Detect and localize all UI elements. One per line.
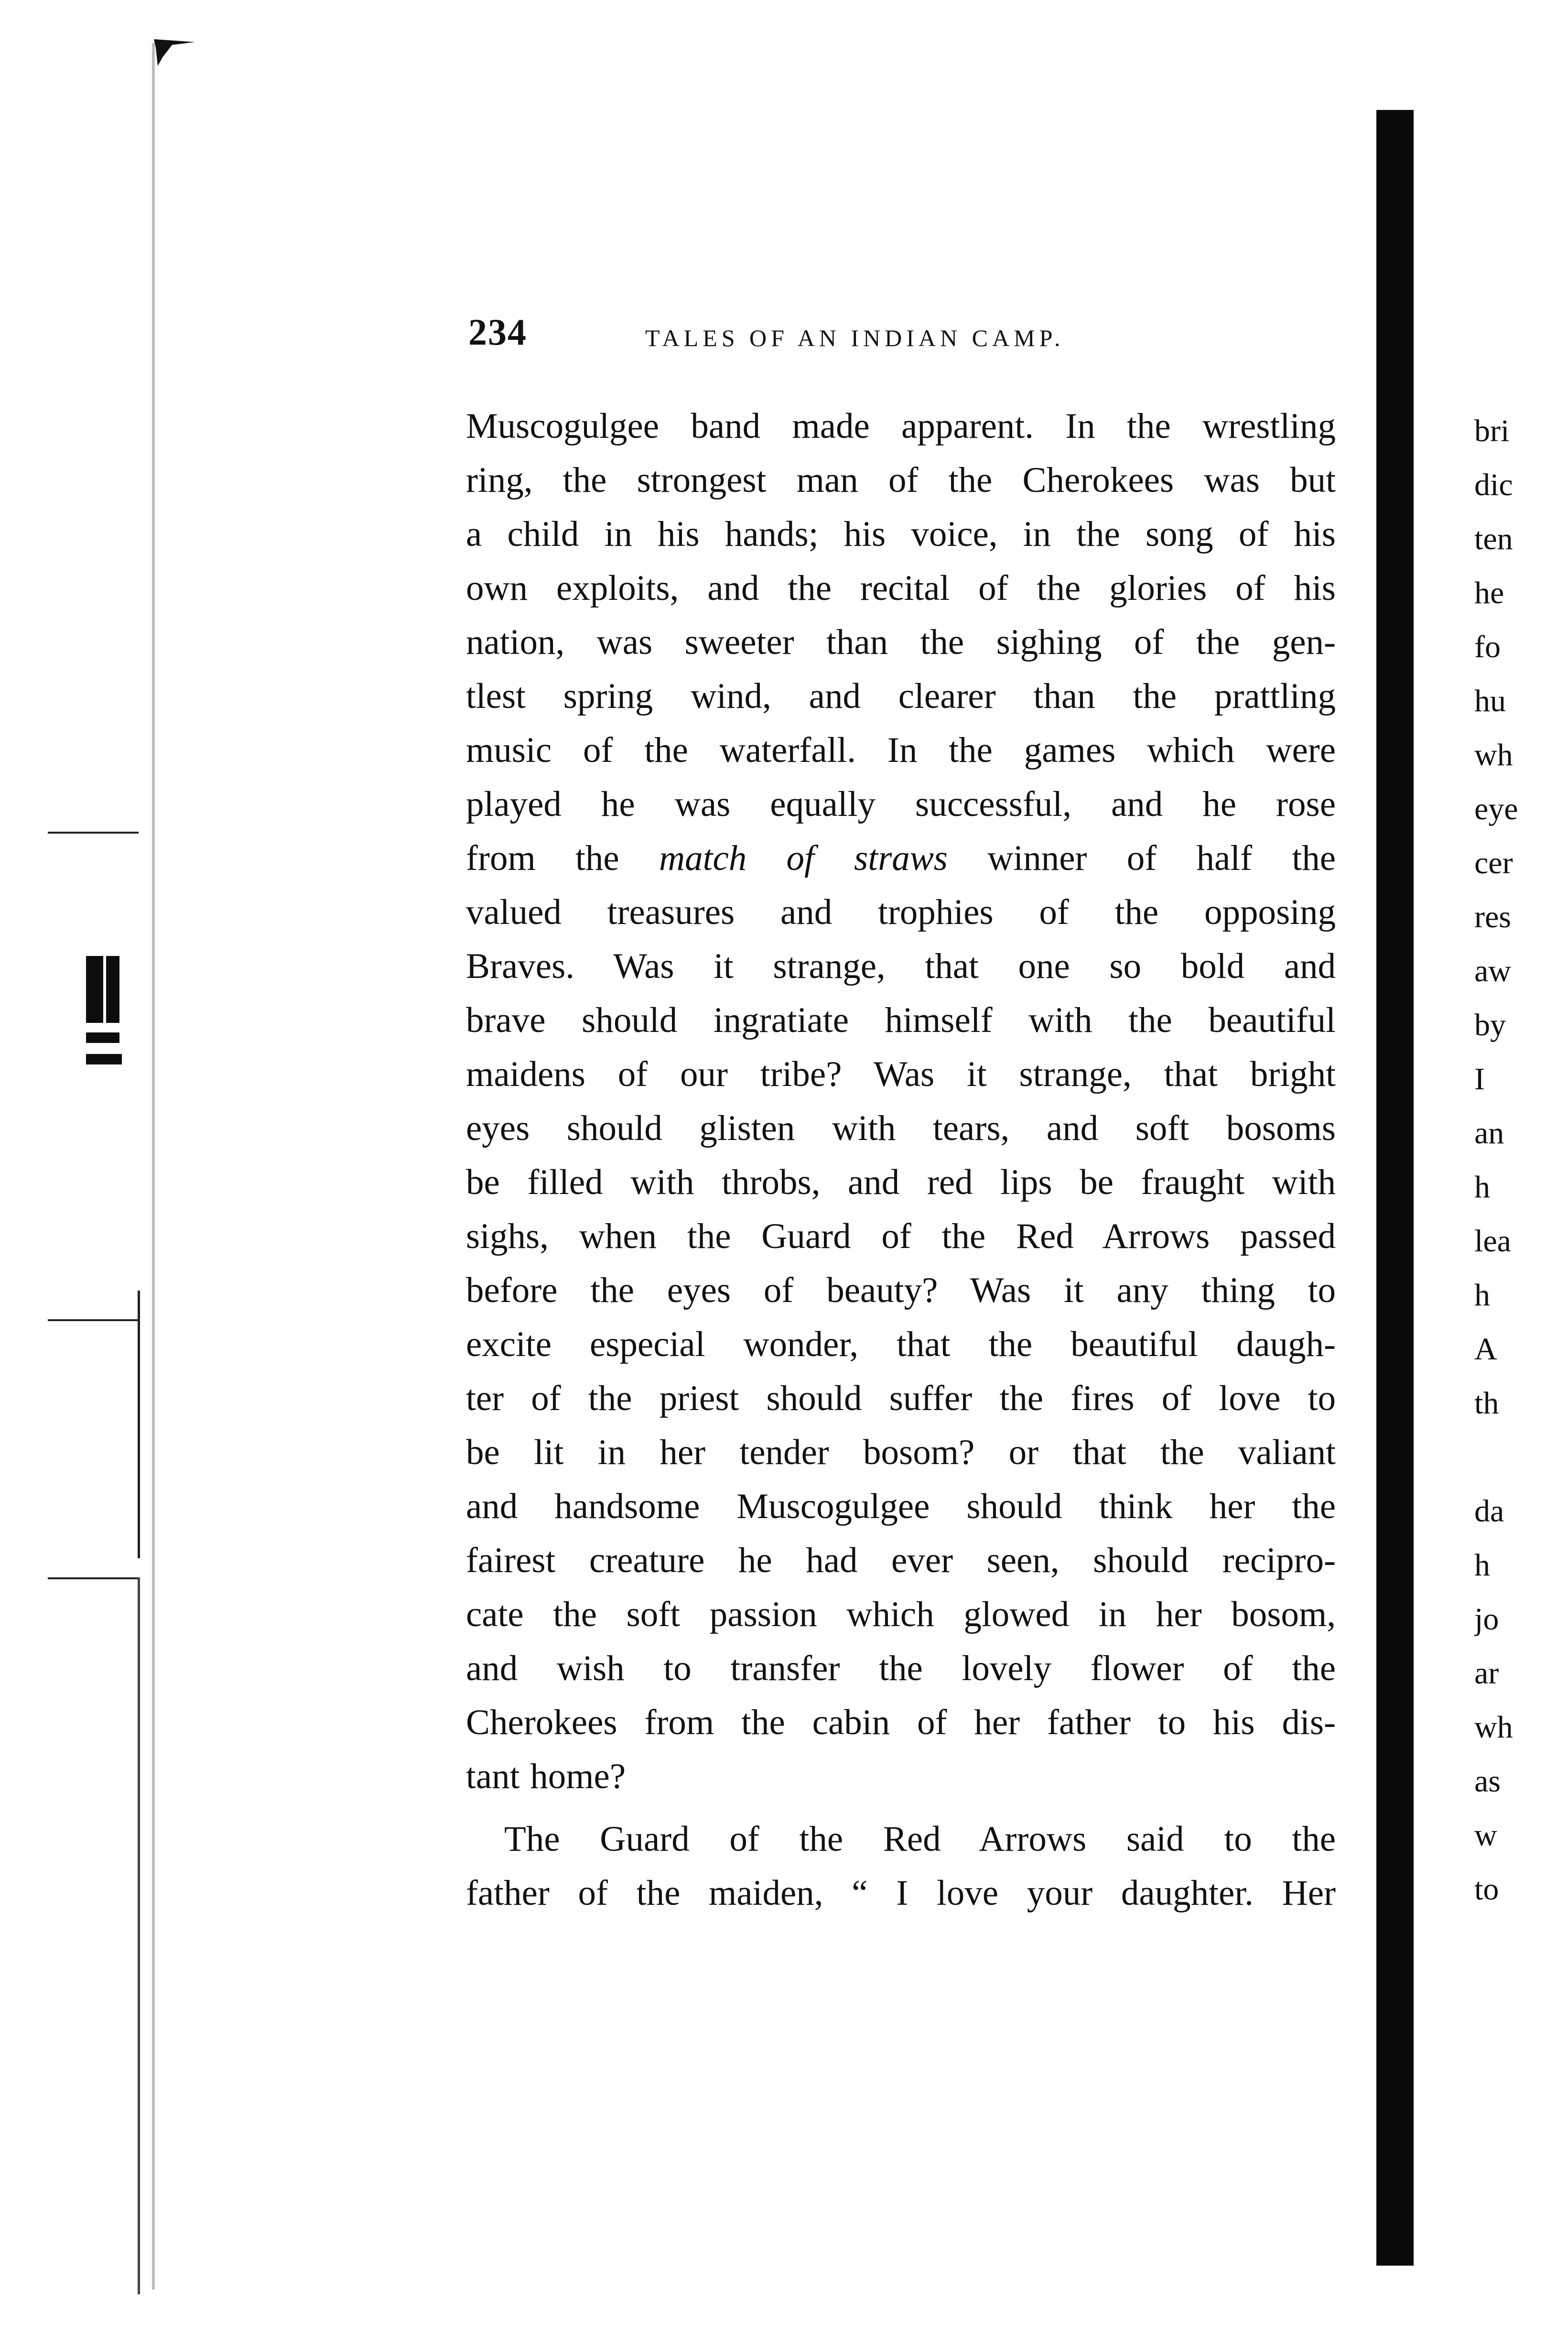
edge-tick — [48, 1577, 139, 1579]
text-line — [466, 831, 1336, 885]
text-line: Cherokees from the cabin of her father to his dis- — [466, 1703, 1336, 1742]
fragment-line: eye — [1474, 792, 1518, 826]
text-line: maidens of our tribe? Was it strange, that bright — [466, 1054, 1336, 1094]
fragment-line: dic — [1474, 467, 1513, 502]
edge-tick — [48, 1319, 139, 1321]
text-line: music of the waterfall. In the games which were — [466, 730, 1336, 770]
fragment-line: aw — [1474, 954, 1511, 988]
corner-mark — [153, 38, 196, 67]
fragment-line: h — [1474, 1170, 1490, 1205]
fragment-line: wh — [1474, 738, 1513, 772]
fragment-line: th — [1474, 1386, 1499, 1421]
text-line: nation, was sweeter than the sighing of the gen- — [466, 622, 1336, 662]
text-line: own exploits, and the recital of the glories of his — [466, 568, 1336, 608]
fragment-line: h — [1474, 1278, 1490, 1313]
fragment-line: he — [1474, 575, 1504, 610]
text-line: ter of the priest should suffer the fires of love to — [466, 1379, 1336, 1418]
fragment-line: hu — [1474, 684, 1506, 718]
text-line: fairest creature he had ever seen, should recipro- — [466, 1541, 1336, 1580]
fragment-line: res — [1474, 900, 1511, 934]
text-line: tant home? — [466, 1757, 626, 1796]
text-line: The Guard of the Red Arrows said to the — [504, 1819, 1336, 1859]
text-segment: winner of half the — [987, 838, 1336, 878]
body-text — [466, 399, 1336, 1920]
binding-marks — [81, 956, 134, 1080]
page-header — [468, 311, 1338, 368]
fragment-line: an — [1474, 1116, 1504, 1151]
fragment-line: as — [1474, 1764, 1501, 1799]
text-line: be lit in her tender bosom? or that the valiant — [466, 1433, 1336, 1472]
fragment-line: to — [1474, 1872, 1499, 1907]
text-line: a child in his hands; his voice, in the song of his — [466, 514, 1336, 554]
text-line: and wish to transfer the lovely flower of the — [466, 1649, 1336, 1688]
text-segment: from the — [466, 838, 619, 878]
page-number: 234 — [468, 311, 527, 353]
book-gutter-shadow — [1376, 110, 1414, 2266]
text-line: Muscogulgee band made apparent. In the wrestling — [466, 406, 1336, 446]
text-line: valued treasures and trophies of the opposing — [466, 892, 1336, 932]
edge-tick — [48, 832, 139, 834]
fragment-line: cer — [1474, 846, 1513, 880]
fragment-line: I — [1474, 1062, 1485, 1096]
running-title: TALES OF AN INDIAN CAMP. — [645, 325, 1065, 351]
fragment-line: ar — [1474, 1656, 1499, 1691]
fragment-line: jo — [1474, 1602, 1499, 1637]
fragment-line: A — [1474, 1332, 1497, 1367]
fragment-line: by — [1474, 1008, 1506, 1042]
text-line: played he was equally successful, and he rose — [466, 784, 1336, 824]
fragment-line: h — [1474, 1548, 1490, 1583]
fragment-line: wh — [1474, 1710, 1513, 1745]
fragment-line: fo — [1474, 630, 1501, 664]
text-line: brave should ingratiate himself with the beautiful — [466, 1000, 1336, 1040]
text-line: cate the soft passion which glowed in her bosom, — [466, 1595, 1336, 1634]
fragment-line — [1474, 1430, 1565, 1484]
text-line: Braves. Was it strange, that one so bold and — [466, 946, 1336, 986]
text-line: tlest spring wind, and clearer than the prattling — [466, 676, 1336, 716]
text-line: excite especial wonder, that the beautiful daugh- — [466, 1324, 1336, 1364]
edge-rule — [138, 1291, 140, 1558]
text-line: eyes should glisten with tears, and soft bosoms — [466, 1108, 1336, 1148]
text-line: sighs, when the Guard of the Red Arrows passed — [466, 1216, 1336, 1256]
page-edge-line — [152, 43, 155, 2290]
fragment-line: lea — [1474, 1224, 1511, 1259]
italic-phrase: match of straws — [659, 838, 948, 878]
edge-rule — [138, 1577, 140, 2294]
text-line: father of the maiden, “ I love your daughter. Her — [466, 1873, 1336, 1913]
fragment-line: bri — [1474, 413, 1510, 448]
text-line: and handsome Muscogulgee should think her the — [466, 1487, 1336, 1526]
fragment-line: w — [1474, 1818, 1497, 1853]
text-line: be filled with throbs, and red lips be fraught with — [466, 1162, 1336, 1202]
fragment-line: da — [1474, 1494, 1504, 1529]
fragment-line: ten — [1474, 521, 1513, 556]
text-line: ring, the strongest man of the Cherokees was but — [466, 460, 1336, 500]
facing-page-fragments — [1474, 404, 1565, 1916]
text-line: before the eyes of beauty? Was it any thing to — [466, 1270, 1336, 1310]
